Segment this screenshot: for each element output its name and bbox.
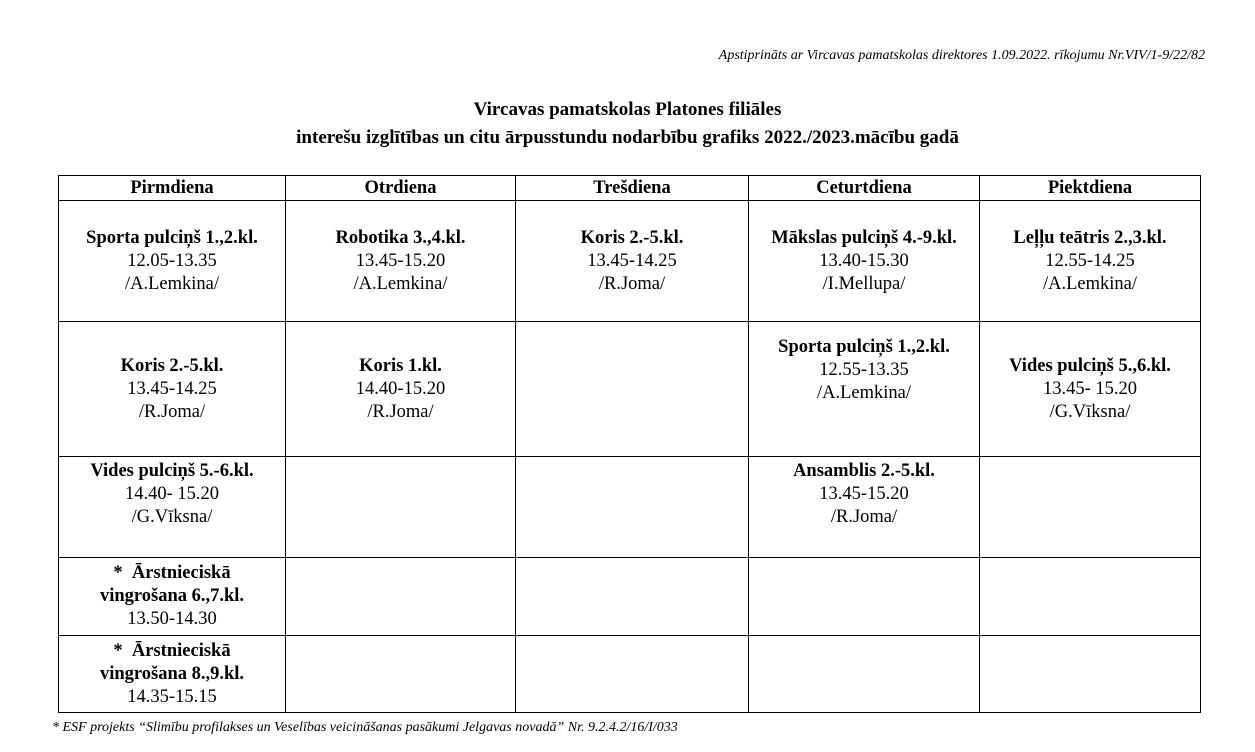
activity-title: Leļļu teātris 2.,3.kl. bbox=[1013, 227, 1167, 248]
activity-teacher: /G.Vīksna/ bbox=[1049, 401, 1131, 422]
schedule-cell bbox=[980, 201, 1201, 322]
activity-time: 13.50-14.30 bbox=[127, 609, 217, 629]
schedule-cell-empty bbox=[286, 558, 516, 636]
activity-teacher: /R.Joma/ bbox=[367, 401, 434, 422]
activity-title: Koris 2.-5.kl. bbox=[580, 227, 684, 248]
table-row bbox=[59, 201, 1201, 322]
schedule-cell bbox=[749, 322, 980, 457]
day-header-wednesday: Trešdiena bbox=[516, 176, 749, 201]
activity-title: * Ārstnieciskā bbox=[113, 563, 231, 583]
schedule-cell-empty bbox=[516, 457, 749, 558]
document-title bbox=[0, 96, 1255, 152]
activity-teacher: /R.Joma/ bbox=[138, 401, 206, 422]
schedule-cell bbox=[749, 457, 980, 558]
title-line-2: interešu izglītības un citu ārpusstundu nodarbību grafiks 2022./2023.mācību gadā bbox=[296, 127, 959, 148]
activity-title-line-2: vingrošana 8.,9.kl. bbox=[99, 663, 245, 684]
activity-title: Koris 2.-5.kl. bbox=[120, 355, 224, 376]
table-row bbox=[59, 457, 1201, 558]
activity-time: 13.45- 15.20 bbox=[1042, 378, 1138, 399]
activity-time: 14.40-15.20 bbox=[355, 378, 446, 399]
schedule-cell-empty bbox=[286, 457, 516, 558]
table-row bbox=[59, 558, 1201, 636]
footnote: * ESF projekts “Slimību profilakses un Veselības veicināšanas pasākumi Jelgavas novadā” Nr. 9.2.4.2/16/I/033 bbox=[52, 720, 678, 735]
activity-teacher: /I.Mellupa/ bbox=[822, 273, 906, 294]
schedule-cell-empty bbox=[516, 558, 749, 636]
schedule-cell-empty bbox=[980, 636, 1201, 713]
schedule-cell bbox=[59, 322, 286, 457]
activity-title: Koris 1.kl. bbox=[359, 355, 442, 376]
schedule-cell-empty bbox=[749, 558, 980, 636]
table-header-row bbox=[59, 176, 1201, 201]
table-row bbox=[59, 322, 1201, 457]
activity-time: 13.45-14.25 bbox=[127, 378, 217, 399]
activity-time: 14.40- 15.20 bbox=[124, 484, 220, 504]
day-header-thursday: Ceturtdiena bbox=[749, 176, 980, 201]
activity-title: Ansamblis 2.-5.kl. bbox=[793, 461, 935, 481]
schedule-cell-empty bbox=[286, 636, 516, 713]
activity-time: 12.55-14.25 bbox=[1045, 250, 1135, 271]
activity-title-line-2: vingrošana 6.,7.kl. bbox=[99, 586, 245, 606]
schedule-cell bbox=[980, 322, 1201, 457]
day-header-tuesday: Otrdiena bbox=[286, 176, 516, 201]
activity-time: 13.40-15.30 bbox=[819, 250, 909, 271]
activity-teacher: /A.Lemkina/ bbox=[816, 383, 912, 403]
schedule-table bbox=[58, 175, 1201, 713]
activity-title: * Ārstnieciskā bbox=[113, 640, 231, 661]
schedule-cell-empty bbox=[980, 457, 1201, 558]
activity-teacher: /A.Lemkina/ bbox=[124, 273, 220, 294]
schedule-cell bbox=[286, 201, 516, 322]
activity-title: Sporta pulciņš 1.,2.kl. bbox=[86, 227, 258, 248]
schedule-cell-empty bbox=[516, 322, 749, 457]
activity-teacher: /A.Lemkina/ bbox=[353, 273, 448, 294]
activity-teacher: /R.Joma/ bbox=[830, 507, 898, 527]
schedule-cell bbox=[59, 201, 286, 322]
activity-title: Mākslas pulciņš 4.-9.kl. bbox=[771, 227, 957, 248]
schedule-cell bbox=[286, 322, 516, 457]
activity-time: 13.45-14.25 bbox=[587, 250, 677, 271]
schedule-cell-empty bbox=[749, 636, 980, 713]
activity-title: Vides pulciņš 5.-6.kl. bbox=[90, 461, 254, 481]
schedule-cell bbox=[59, 558, 286, 636]
approval-note: Apstiprināts ar Vircavas pamatskolas direktores 1.09.2022. rīkojumu Nr.VIV/1-9/22/82 bbox=[718, 48, 1205, 63]
activity-time: 13.45-15.20 bbox=[819, 484, 909, 504]
day-header-monday: Pirmdiena bbox=[59, 176, 286, 201]
schedule-cell-empty bbox=[980, 558, 1201, 636]
title-line-1: Vircavas pamatskolas Platones filiāles bbox=[473, 99, 782, 120]
activity-title: Sporta pulciņš 1.,2.kl. bbox=[778, 337, 950, 357]
activity-teacher: /A.Lemkina/ bbox=[1042, 273, 1138, 294]
schedule-cell bbox=[516, 201, 749, 322]
schedule-cell bbox=[749, 201, 980, 322]
activity-time: 13.45-15.20 bbox=[355, 250, 446, 271]
activity-time: 12.05-13.35 bbox=[127, 250, 217, 271]
schedule-cell bbox=[59, 636, 286, 713]
day-header-friday: Piektdiena bbox=[980, 176, 1201, 201]
activity-time: 12.55-13.35 bbox=[819, 360, 909, 380]
table-row bbox=[59, 636, 1201, 713]
activity-teacher: /G.Vīksna/ bbox=[131, 507, 213, 527]
schedule-cell-empty bbox=[516, 636, 749, 713]
activity-time: 14.35-15.15 bbox=[127, 686, 217, 707]
activity-title: Vides pulciņš 5.,6.kl. bbox=[1009, 355, 1171, 376]
activity-title: Robotika 3.,4.kl. bbox=[335, 227, 466, 248]
activity-teacher: /R.Joma/ bbox=[598, 273, 666, 294]
schedule-cell bbox=[59, 457, 286, 558]
